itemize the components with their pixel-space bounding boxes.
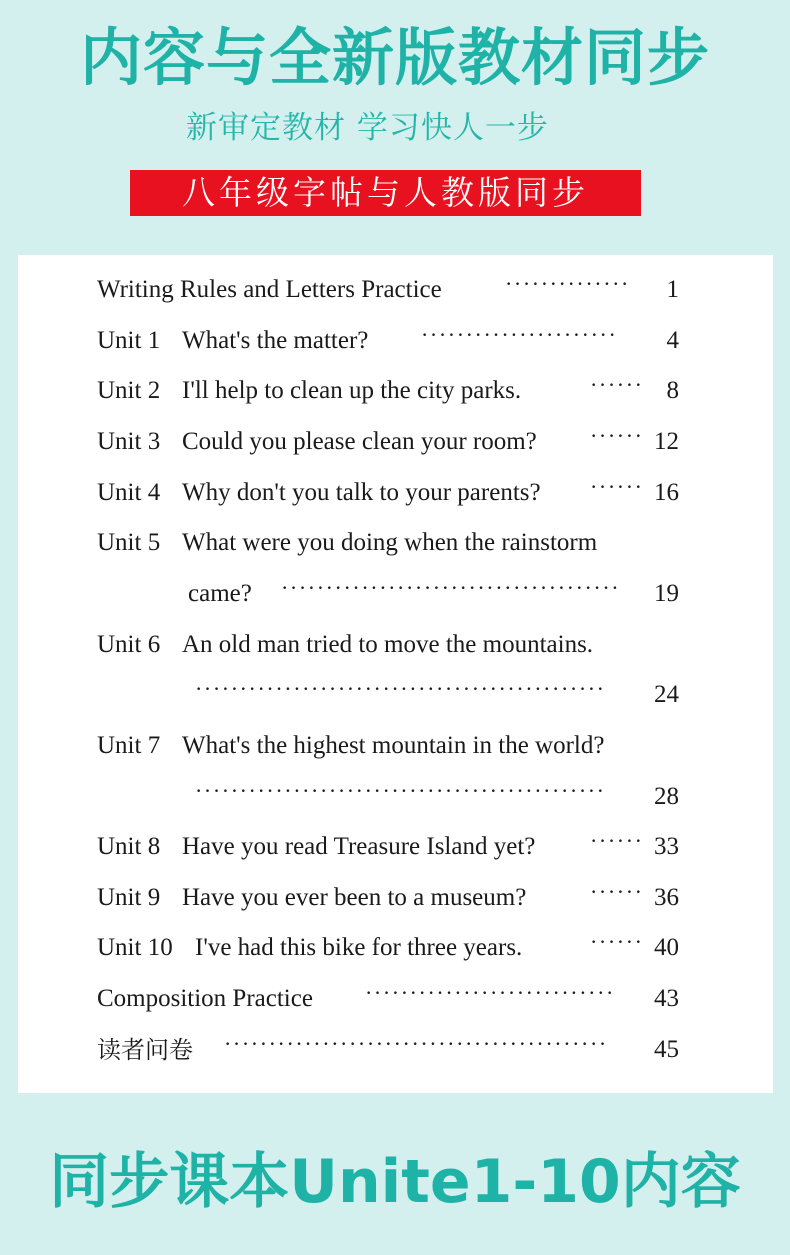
toc-entry-page: 4 [666, 327, 679, 354]
toc-entry-unit: Unit 9 [97, 884, 161, 911]
toc-entry-unit: Unit 3 [97, 428, 161, 455]
toc-entry-page: 45 [654, 1036, 679, 1063]
dot-leader: ······ [590, 423, 644, 448]
toc-entry-unit: Unit 5 [97, 529, 161, 556]
toc-entry-unit: Unit 6 [97, 631, 161, 658]
toc-entry-unit: Unit 4 [97, 479, 161, 506]
dot-leader: ······································ [281, 575, 621, 600]
toc-entry-title: I've had this bike for three years. [195, 934, 523, 961]
subtitle: 新审定教材 学习快人一步 [186, 110, 549, 146]
dot-leader: ··········································· [224, 1031, 608, 1056]
toc-entry-unit-5 [97, 523, 679, 563]
toc-entry-page: 33 [654, 833, 679, 860]
toc-entry-unit-3 [97, 422, 679, 462]
dot-leader: ·············· [505, 271, 630, 296]
grade-banner: 八年级字帖与人教版同步 [130, 170, 641, 216]
dot-leader: ·············································· [195, 676, 606, 701]
toc-entry-composition [97, 979, 679, 1019]
toc-entry-unit-6-continued [97, 675, 679, 715]
headline: 内容与全新版教材同步 [79, 21, 710, 94]
toc-entry-title: 读者问卷 [97, 1036, 193, 1064]
toc-entry-title-continued: came? [188, 580, 252, 607]
toc-entry-title: Have you read Treasure Island yet? [182, 833, 536, 860]
toc-entry-unit-7 [97, 726, 679, 766]
dot-leader: ······ [590, 474, 644, 499]
toc-entry-title: Writing Rules and Letters Practice [97, 276, 442, 303]
toc-entry-title: Why don't you talk to your parents? [182, 479, 541, 506]
toc-entry-page: 40 [654, 934, 679, 961]
toc-entry-unit-1 [97, 321, 679, 361]
toc-entry-questionnaire [97, 1030, 679, 1070]
toc-entry-page: 8 [666, 377, 679, 404]
table-of-contents [18, 255, 773, 1093]
toc-entry-unit-9 [97, 878, 679, 918]
toc-entry-title: What's the matter? [182, 327, 369, 354]
dot-leader: ···························· [365, 980, 615, 1005]
footer-tagline: 同步课本Unite1-10内容 [49, 1147, 741, 1217]
toc-entry-unit: Unit 10 [97, 934, 173, 961]
dot-leader: ······ [590, 879, 644, 904]
toc-entry-page: 1 [666, 276, 679, 303]
toc-entry-page: 12 [654, 428, 679, 455]
toc-entry-unit: Unit 7 [97, 732, 161, 759]
toc-entry-title: What were you doing when the rainstorm [182, 529, 598, 556]
toc-entry-unit: Unit 8 [97, 833, 161, 860]
toc-entry-unit-10 [97, 928, 679, 968]
toc-entry-title: I'll help to clean up the city parks. [182, 377, 522, 404]
toc-entry-unit: Unit 2 [97, 377, 161, 404]
toc-entry-unit-8 [97, 827, 679, 867]
toc-entry-page: 16 [654, 479, 679, 506]
toc-entry-title: What's the highest mountain in the world? [182, 732, 605, 759]
toc-entry-page: 28 [654, 783, 679, 810]
toc-entry-unit-7-continued [97, 777, 679, 817]
toc-entry-unit-4 [97, 473, 679, 513]
toc-entry-title: Composition Practice [97, 985, 313, 1012]
toc-entry-page: 36 [654, 884, 679, 911]
dot-leader: ······ [590, 929, 644, 954]
toc-entry-unit-2 [97, 371, 679, 411]
dot-leader: ·············································· [195, 778, 606, 803]
toc-entry-title: Could you please clean your room? [182, 428, 537, 455]
toc-entry-title: An old man tried to move the mountains. [182, 631, 594, 658]
dot-leader: ······ [590, 828, 644, 853]
toc-entry-page: 43 [654, 985, 679, 1012]
toc-entry-page: 19 [654, 580, 679, 607]
toc-entry-writing-rules [97, 270, 679, 310]
toc-entry-unit-5-continued [97, 574, 679, 614]
dot-leader: ······················ [421, 322, 618, 347]
toc-entry-unit-6 [97, 625, 679, 665]
dot-leader: ······ [590, 372, 644, 397]
toc-entry-title: Have you ever been to a museum? [182, 884, 527, 911]
toc-entry-page: 24 [654, 681, 679, 708]
toc-entry-unit: Unit 1 [97, 327, 161, 354]
